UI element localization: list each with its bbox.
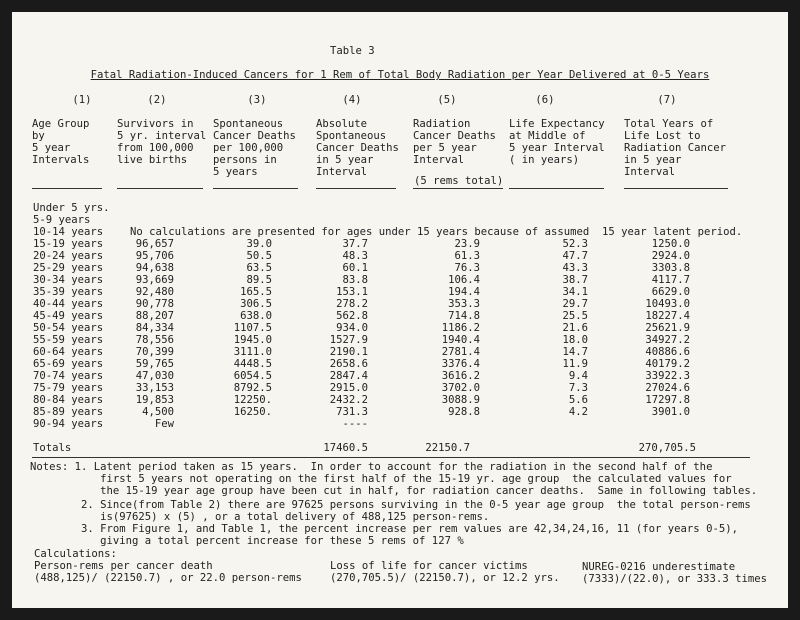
spontaneous-deaths-column: 39.0 50.5 63.5 89.5 165.5 306.5 638.0 1107.5 1945.0 3111.0 4448.5 6054.5 8792.5 12250. 16250. (233, 238, 272, 418)
total-life-years: 270,705.5 (638, 442, 696, 454)
age-group-column: Under 5 yrs. 5-9 years 10-14 years 15-19 years 20-24 years 25-29 years 30-34 years 35-39 years 40-44 years 45-49 years 50-54 years 55-59 years 60-64 years 65-69 years 70-74 years 75-79 years 80-84 years 85-89 years 90-94 years (33, 202, 110, 430)
under-15-note: No calculations are presented for ages under 15 years because of assumed 15 year latent period. (130, 226, 743, 238)
header-rule-7 (624, 188, 728, 189)
calc-person-rems: Person-rems per cancer death (488,125)/ (22150.7) , or 22.0 person-rems (34, 560, 302, 584)
calc-life-loss: Loss of life for cancer victims (270,705.5)/ (22150.7), or 12.2 yrs. (330, 560, 560, 584)
life-expectancy-column: 52.3 47.7 43.3 38.7 34.1 29.7 25.5 21.6 18.0 14.7 11.9 9.4 7.3 5.6 4.2 (562, 238, 588, 418)
table-number: Table 3 (330, 45, 375, 57)
table-title: Fatal Radiation-Induced Cancers for 1 Rem of Total Body Radiation per Year Delivered at 0-5 Years (90, 69, 710, 81)
document-page (12, 12, 788, 608)
col-number-4: (4) (342, 94, 362, 106)
notes-line-3: the 15-19 year age group have been cut in half, for radiation cancer deaths. Same in following tables. (30, 485, 758, 497)
col-header-4: Absolute Spontaneous Cancer Deaths in 5 year Interval (316, 118, 399, 178)
radiation-deaths-column: 23.9 61.3 76.3 106.4 194.4 353.3 714.8 1186.2 1940.4 2781.4 3376.4 3616.2 3702.0 3088.9 928.8 (441, 238, 480, 418)
col-number-3: (3) (247, 94, 267, 106)
header-rule-6 (509, 188, 604, 189)
col-header-6: Life Expectancy at Middle of 5 year Interval ( in years) (509, 118, 605, 166)
notes-line-4: 2. Since(from Table 2) there are 97625 persons surviving in the 0-5 year age group the total person-rems (30, 499, 751, 511)
header-rule-1 (32, 188, 102, 189)
notes-line-1: Notes: 1. Latent period taken as 15 years. In order to account for the radiation in the second half of the (30, 461, 713, 473)
col-header-5: Radiation Cancer Deaths per 5 year Interval (413, 118, 496, 166)
col-number-1: (1) (72, 94, 92, 106)
header-rule-3 (213, 188, 298, 189)
col-number-2: (2) (147, 94, 167, 106)
col-header-7: Total Years of Life Lost to Radiation Cancer in 5 year Interval (624, 118, 727, 178)
col-header-2: Survivors in 5 yr. interval from 100,000 live births (117, 118, 207, 166)
notes-rule (32, 457, 750, 458)
life-years-lost-column: 1250.0 2924.0 3303.8 4117.7 6629.0 10493.0 18227.4 25621.9 34927.2 40886.6 40179.2 33922.3 27024.6 17297.8 3901.0 (645, 238, 690, 418)
col-5-note: (5 rems total) (414, 175, 504, 187)
calculations-heading: Calculations: (34, 548, 117, 560)
calc-nureg: NUREG-0216 underestimate (7333)/(22.0), or 333.3 times (582, 561, 767, 585)
header-rule-2 (117, 188, 203, 189)
header-rule-5 (413, 188, 503, 189)
notes-line-2: first 5 years not operating on the first half of the 15-19 yr. age group the calculated values for (30, 473, 732, 485)
survivors-column: 96,657 95,706 94,638 93,669 92,480 90,778 88,207 84,334 78,556 70,399 59,765 47,030 33,153 19,853 4,500 Few (135, 238, 174, 430)
col-number-6: (6) (535, 94, 555, 106)
total-spontaneous: 17460.5 (323, 442, 368, 454)
col-number-5: (5) (437, 94, 457, 106)
totals-label: Totals (33, 442, 72, 454)
total-radiation: 22150.7 (425, 442, 470, 454)
header-rule-4 (316, 188, 396, 189)
notes-line-5: is(97625) x (5) , or a total delivery of 488,125 person-rems. (30, 511, 490, 523)
notes-line-7: giving a total percent increase for these 5 rems of 127 % (30, 535, 464, 547)
col-header-3: Spontaneous Cancer Deaths per 100,000 persons in 5 years (213, 118, 296, 178)
absolute-spontaneous-column: 37.7 48.3 60.1 83.8 153.1 278.2 562.8 934.0 1527.9 2190.1 2658.6 2847.4 2915.0 2432.2 731.3 ---- (329, 238, 368, 430)
col-number-7: (7) (657, 94, 677, 106)
col-header-1: Age Group by 5 year Intervals (32, 118, 90, 166)
notes-line-6: 3. From Figure 1, and Table 1, the percent increase per rem values are 42,34,24,16, 11 (for years 0-5), (30, 523, 738, 535)
